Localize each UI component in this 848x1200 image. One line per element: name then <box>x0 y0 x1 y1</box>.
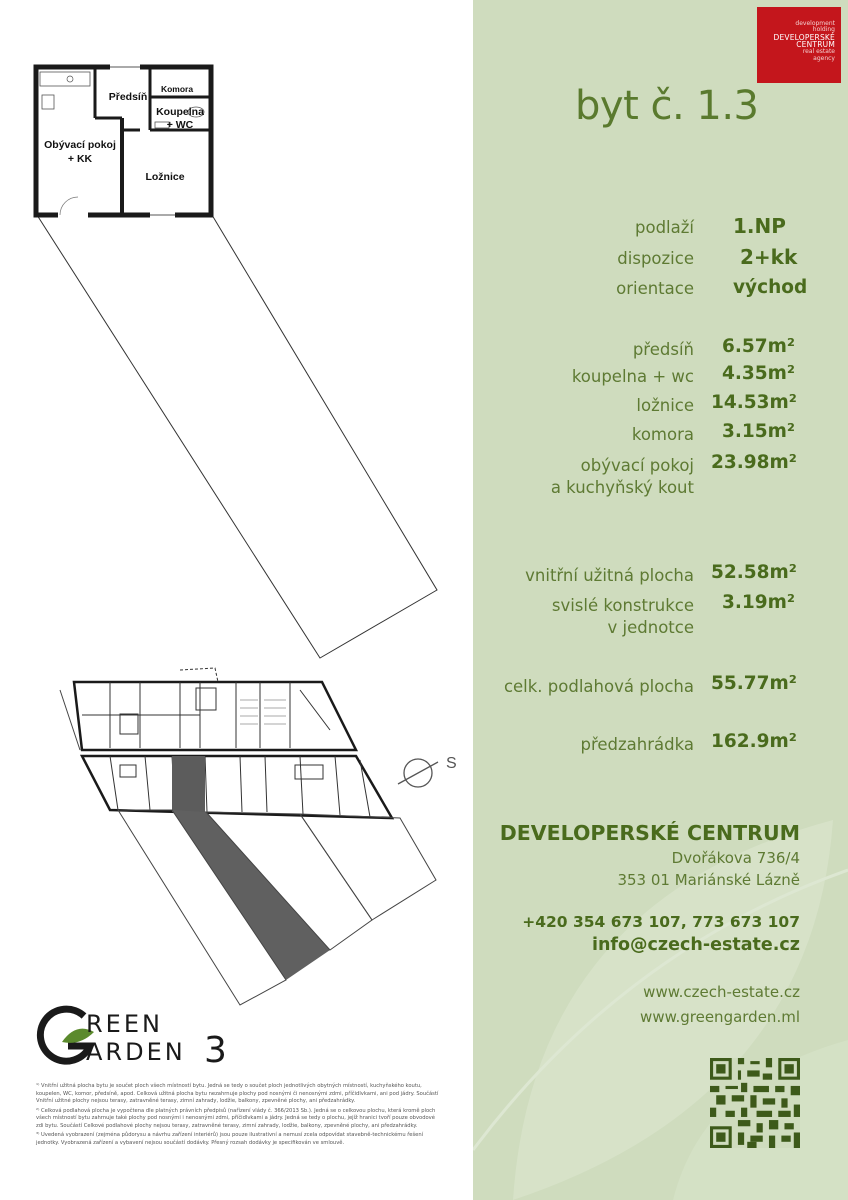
room-bath-wc: + WC <box>166 119 194 131</box>
spec-label-predzahradka: předzahrádka <box>580 735 694 754</box>
spec-label-svisle: svislé konstrukce <box>551 596 694 615</box>
room-living-kk: + KK <box>67 153 93 165</box>
spec-value-vnitrni: 52.58m² <box>711 562 797 583</box>
spec-label-dispozice: dispozice <box>617 249 694 268</box>
spec-value-komora: 3.15m² <box>722 421 796 442</box>
compass-icon <box>398 755 457 787</box>
spec-value-loznice: 14.53m² <box>711 392 797 413</box>
footnote-2: ²⁾ Celková podlahová plocha je vypočtena dle platných právních předpisů (nařízení vlády č. 366/2013 Sb.). Jedná se o celkovou plochu, která kromě ploch všech místností bytu zahrnuje také plochy pod nosnými i nenosnými zdmi, příčidlvkami a jádry. Jedná se tedy o plochu, jejíž hranici tvoří pouze obvodové zdi bytu. Součástí Celkové podlahové plochy nejsou terasy, zatravněné terasy, zimní zahrady, lodžie, balkony, zpevněné plochy, ani předzahrádky. <box>36 1107 436 1129</box>
footnote-3: ³⁾ Uvedená vyobrazení (zejména půdorysu a návrhu zařízení interiérů) jsou pouze ilustrativní a nemusí zcela odpovídat stavebně-technickému řešení jednotky. Vyobrazená zařízení a vybavení nejsou součástí dodávky. Přesný rozsah dodávky je specifikován ve smlouvě. <box>36 1132 424 1146</box>
spec-label-obyvaci: obývací pokoj <box>580 456 694 475</box>
room-storage: Komora <box>160 84 194 94</box>
room-bath: Koupelna <box>156 106 204 118</box>
spec-label-orientace: orientace <box>616 279 694 298</box>
spec-value-koupelna: 4.35m² <box>722 363 796 384</box>
spec-value-podlazi: 1.NP <box>733 214 786 238</box>
spec-value-svisle: 3.19m² <box>722 592 796 613</box>
footnotes <box>36 1083 444 1149</box>
apartment-floorplan <box>0 0 473 680</box>
spec-value-obyvaci: 23.98m² <box>711 452 797 473</box>
website-link-2[interactable]: www.greengarden.ml <box>640 1008 800 1026</box>
spec-label-koupelna: koupelna + wc <box>571 367 694 386</box>
spec-value-orientace: východ <box>733 277 808 298</box>
garden-outline <box>37 215 437 658</box>
room-hall: Předsíň <box>108 91 148 103</box>
room-bedroom: Ložnice <box>145 171 185 183</box>
brand-line2: ARDEN <box>86 1038 186 1066</box>
company-street: Dvořákova 736/4 <box>671 849 800 867</box>
page-title: byt č. 1.3 <box>575 83 759 129</box>
spec-label-vnitrni: vnitřní užitná plocha <box>525 566 694 585</box>
developer-logo: development holding DEVELOPERSKÉ CENTRUM real estate agency <box>757 7 841 83</box>
spec-label-podlazi: podlaží <box>635 218 694 237</box>
spec-value-dispozice: 2+kk <box>740 245 798 269</box>
room-living: Obývací pokoj <box>44 139 116 151</box>
spec-value-celk: 55.77m² <box>711 673 797 694</box>
spec-value-predzahradka: 162.9m² <box>711 731 797 752</box>
spec-label-svisle-2: v jednotce <box>607 618 694 637</box>
spec-value-predsin: 6.57m² <box>722 336 796 357</box>
spec-label-obyvaci-2: a kuchyňský kout <box>550 478 694 497</box>
compass-label: S <box>446 755 457 772</box>
company-name: DEVELOPERSKÉ CENTRUM <box>499 821 800 845</box>
spec-label-predsin: předsíň <box>632 340 694 359</box>
brand-line1: REEN <box>86 1010 163 1038</box>
spec-label-komora: komora <box>631 425 694 444</box>
company-email[interactable]: info@czech-estate.cz <box>591 935 800 955</box>
footnote-1: ¹⁾ Vnitřní užitná plocha bytu je součet ploch všech místností bytu. Jedná se tedy o součet ploch jednotlivých obytných místností, kuchyňského koutu, koupelen, WC, komor, předsíně, apod. Celková užitná plocha bytu nezahrnuje plochy pod nosnými či nenosnými zdmi, příčidlvkami, ani pod jádry. Součástí Vnitřní užitné plochy nejsou terasy, zatravněné terasy, zimní zahrady, lodžie, balkony, zpevněné plochy, ani předzahrádky. <box>36 1083 439 1105</box>
website-link-1[interactable]: www.czech-estate.cz <box>643 983 800 1001</box>
building-site-plan <box>0 660 473 1020</box>
spec-label-celk: celk. podlahová plocha <box>503 677 694 696</box>
green-garden-logo <box>36 1000 236 1072</box>
spec-label-loznice: ložnice <box>636 396 694 415</box>
company-phone[interactable]: +420 354 673 107, 773 673 107 <box>522 913 800 931</box>
brand-number: 3 <box>204 1030 227 1071</box>
company-city: 353 01 Mariánské Lázně <box>617 871 800 889</box>
qr-code-icon[interactable] <box>710 1058 800 1148</box>
